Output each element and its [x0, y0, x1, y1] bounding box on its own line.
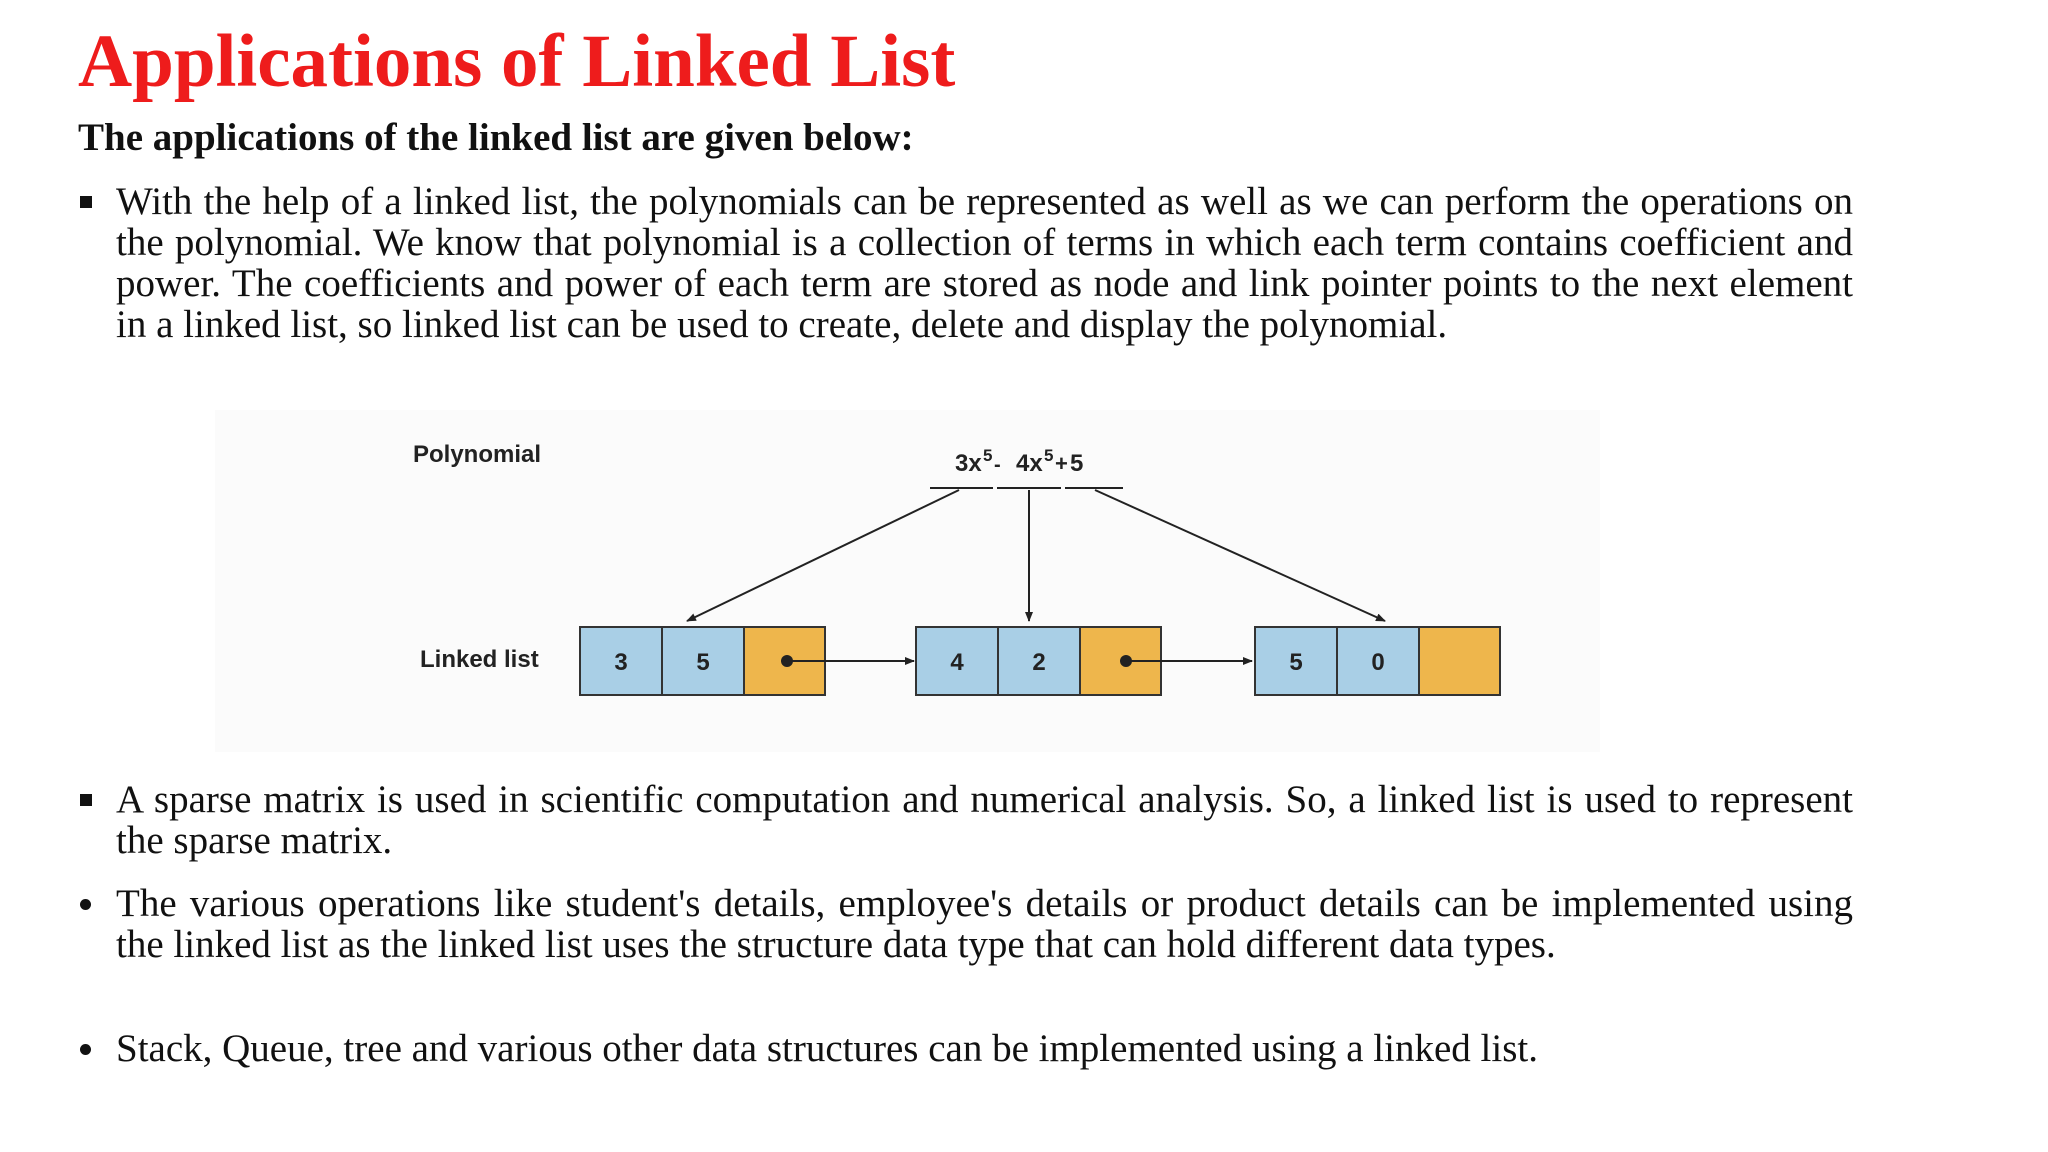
coefficient-value: 3 — [614, 649, 628, 676]
power-value: 0 — [1371, 649, 1385, 676]
term-1-arrow — [687, 490, 959, 621]
list-node — [916, 627, 1161, 695]
slide-title: Applications of Linked List — [78, 20, 956, 103]
bullet-polynomial — [78, 181, 1853, 345]
bullet-text: The various operations like student's details, employee's details or product details can be implemented using the linked list as the linked list uses the structure data type that can hold different data types. — [116, 882, 1853, 966]
slide-subtitle: The applications of the linked list are given below: — [78, 116, 914, 159]
bullet-text: With the help of a linked list, the polynomials can be represented as well as we can perform the operations on the polynomial. We know that polynomial is a collection of terms in which each term contains coefficient and power. The coefficients and power of each term are stored as node and link pointer points to the next element in a linked list, so linked list can be used to create, delete and display the polynomial. — [116, 180, 1853, 346]
expr-term-1: 3x — [955, 450, 982, 477]
bullet-sparse-matrix — [78, 779, 1853, 861]
bullet-text: Stack, Queue, tree and various other data structures can be implemented using a linked list. — [116, 1027, 1538, 1070]
bullet-structure-data — [78, 883, 1853, 965]
linked-list-label: Linked list — [420, 646, 539, 673]
power-value: 2 — [1032, 649, 1046, 676]
polynomial-expression — [955, 446, 1083, 477]
polynomial-linked-list-diagram — [215, 410, 1600, 752]
expr-term-2: 4x — [1016, 450, 1043, 477]
coefficient-value: 4 — [950, 649, 964, 676]
coefficient-value: 5 — [1289, 649, 1303, 676]
expr-op-2: + — [1055, 451, 1068, 476]
bullet-data-structures — [78, 1028, 1853, 1069]
list-node — [1255, 627, 1500, 695]
expr-exp-2: 5 — [1044, 446, 1054, 465]
power-value: 5 — [696, 649, 710, 676]
term-3-arrow — [1095, 490, 1385, 621]
polynomial-label: Polynomial — [413, 441, 542, 468]
pointer-cell — [1419, 627, 1500, 695]
expr-term-3: 5 — [1070, 450, 1084, 477]
expr-op-1: - — [994, 454, 1001, 476]
bullet-text: A sparse matrix is used in scientific computation and numerical analysis. So, a linked list is used to represent the sparse matrix. — [116, 778, 1853, 862]
expr-exp-1: 5 — [983, 446, 993, 465]
